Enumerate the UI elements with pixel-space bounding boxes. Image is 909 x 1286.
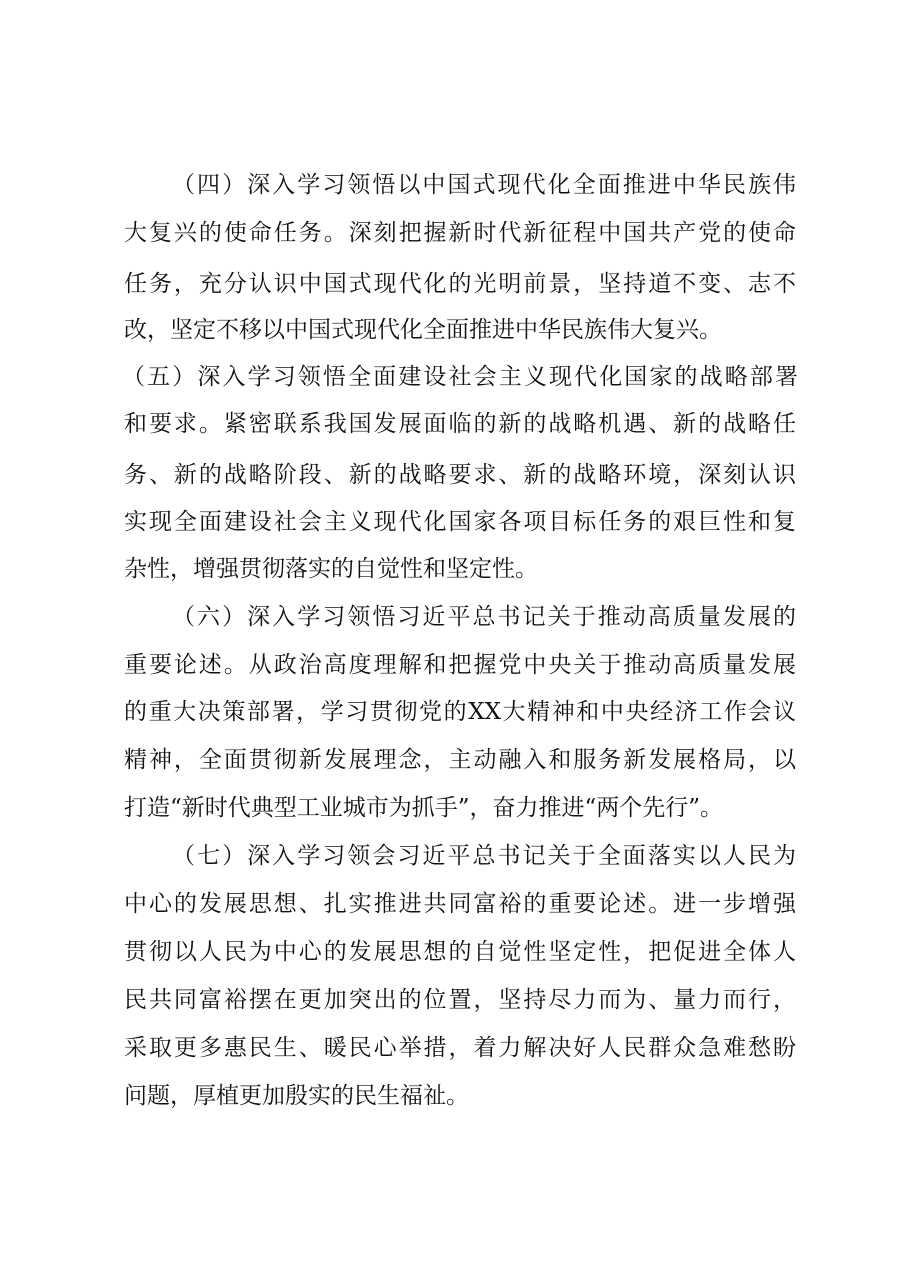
paragraph-line: 任务，充分认识中国式现代化的光明前景，坚持道不变、志不 (124, 271, 796, 297)
paragraph-line: 采取更多惠民生、暖民心举措，着力解决好人民群众急难愁盼 (124, 1035, 796, 1061)
paragraph-line: （七）深入学习领会习近平总书记关于全面落实以人民为 (172, 843, 796, 869)
paragraph-line: 务、新的战略阶段、新的战略要求、新的战略环境，深刻认识 (124, 462, 796, 488)
paragraph-line: 问题，厚植更加殷实的民生福祉。 (124, 1083, 469, 1109)
paragraph-line: 大复兴的使命任务。深刻把握新时代新征程中国共产党的使命 (124, 220, 796, 246)
paragraph-line: 中心的发展思想、扎实推进共同富裕的重要论述。进一步增强 (124, 891, 796, 917)
paragraph-line: 贯彻以人民为中心的发展思想的自觉性坚定性，把促进全体人 (124, 939, 796, 965)
paragraph-line: （四）深入学习领悟以中国式现代化全面推进中华民族伟 (172, 172, 796, 198)
paragraph-line: 民共同富裕摆在更加突出的位置，坚持尽力而为、量力而行， (124, 987, 796, 1013)
paragraph-line: 实现全面建设社会主义现代化国家各项目标任务的艰巨性和复 (124, 509, 796, 535)
paragraph-line: 改，坚定不移以中国式现代化全面推进中华民族伟大复兴。 (124, 317, 722, 343)
paragraph-line: 杂性，增强贯彻落实的自觉性和坚定性。 (124, 556, 538, 582)
paragraph-line: 的重大决策部署，学习贯彻党的XX大精神和中央经济工作会议 (124, 699, 796, 725)
paragraph-line: （五）深入学习领悟全面建设社会主义现代化国家的战略部署 (122, 364, 798, 390)
paragraph-line: 精神，全面贯彻新发展理念，主动融入和服务新发展格局，以 (124, 747, 796, 773)
paragraph-line: 重要论述。从政治高度理解和把握党中央关于推动高质量发展 (124, 652, 796, 678)
paragraph-line: 打造“新时代典型工业城市为抓手”，奋力推进“两个先行”。 (124, 795, 724, 821)
paragraph-line: 和要求。紧密联系我国发展面临的新的战略机遇、新的战略任 (124, 411, 796, 437)
paragraph-line: （六）深入学习领悟习近平总书记关于推动高质量发展的 (172, 604, 796, 630)
